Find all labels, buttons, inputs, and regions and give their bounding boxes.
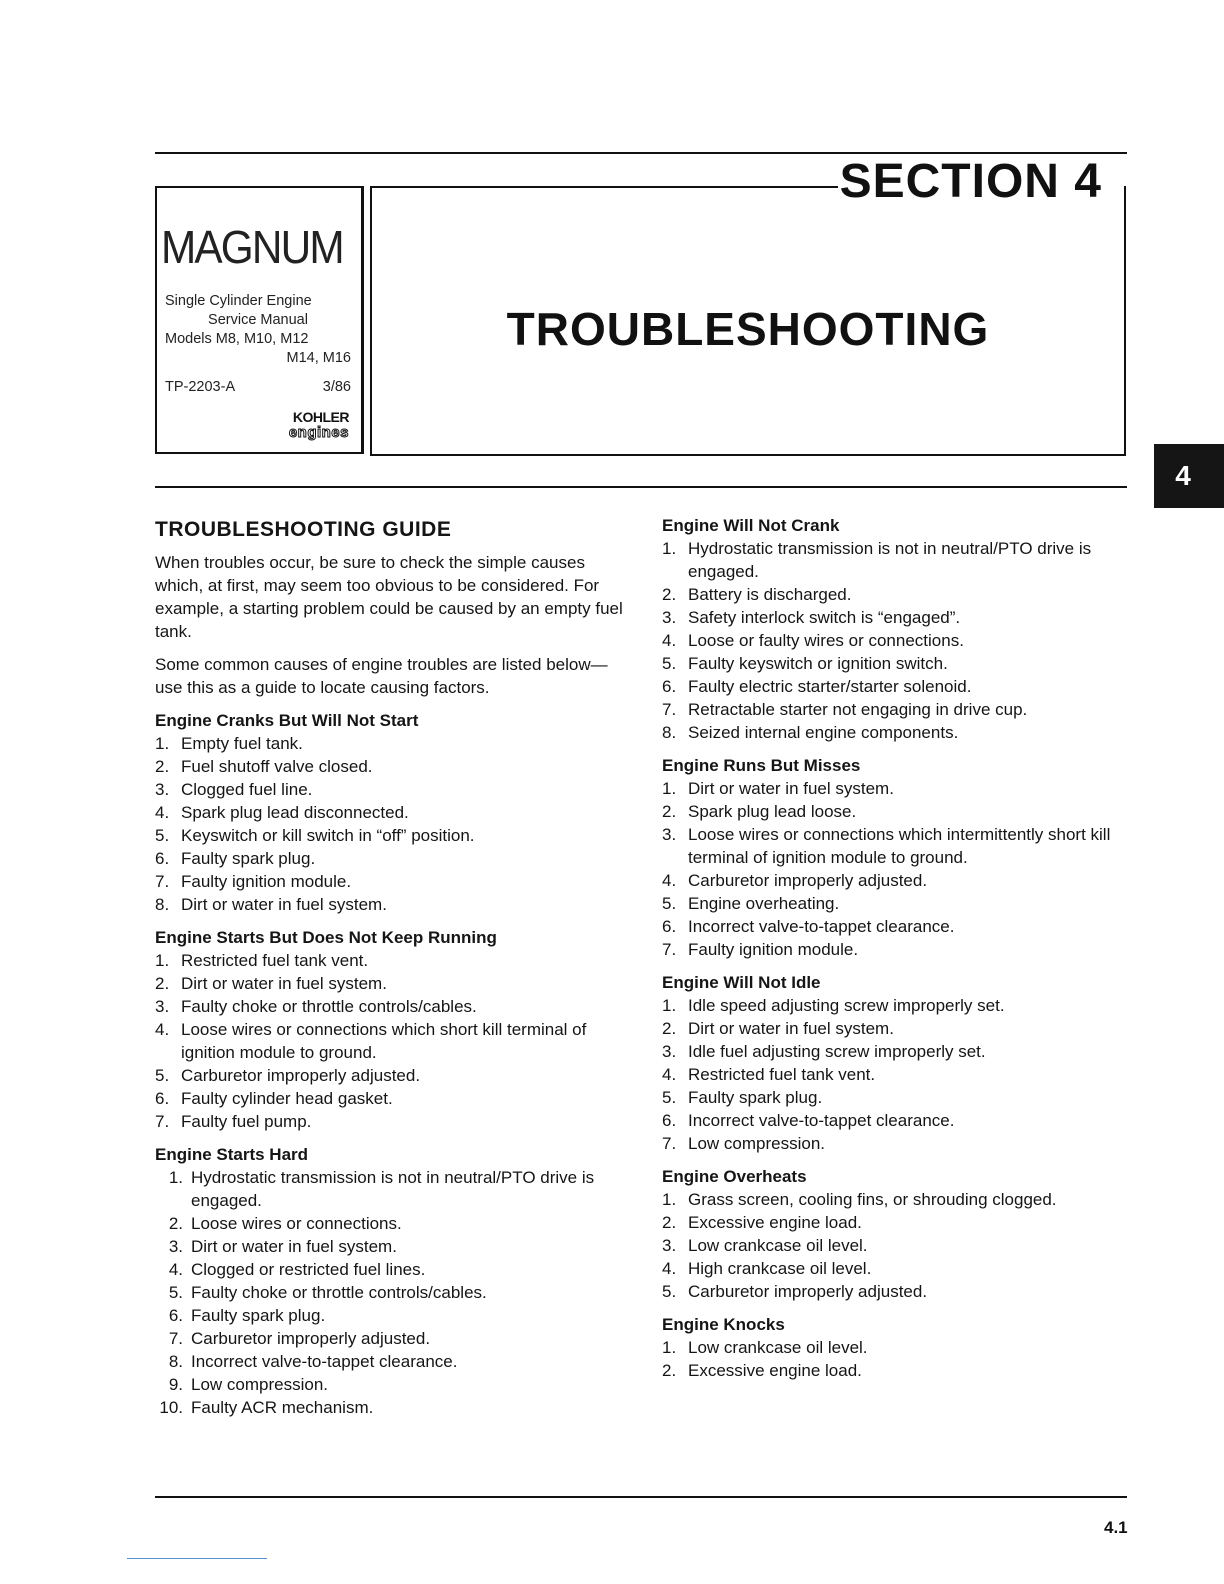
symptom-heading: Engine Will Not Idle bbox=[662, 973, 821, 992]
cause-number: 10. bbox=[159, 1398, 183, 1417]
cause-text: Excessive engine load. bbox=[688, 1361, 862, 1380]
cause-text: Low crankcase oil level. bbox=[688, 1338, 868, 1357]
cause-text: Loose wires or connections. bbox=[191, 1214, 402, 1233]
symptom-heading: Engine Will Not Crank bbox=[662, 516, 840, 535]
cause-text: Low compression. bbox=[191, 1375, 329, 1394]
cause-number: 3. bbox=[662, 1042, 677, 1061]
left-symptom-sections bbox=[155, 709, 625, 1419]
cause-list-item bbox=[155, 893, 625, 916]
cause-list-item bbox=[662, 652, 1132, 675]
cause-number-cell bbox=[155, 1064, 181, 1087]
cause-number: 6. bbox=[662, 917, 677, 936]
manual-line-3: Models M8, M10, M12 bbox=[165, 331, 309, 347]
cause-number: 5. bbox=[662, 894, 677, 913]
cause-list-item bbox=[662, 721, 1132, 744]
cause-number-cell bbox=[155, 1281, 191, 1304]
cause-number-cell bbox=[662, 675, 688, 698]
cause-list-item bbox=[155, 1212, 625, 1235]
cause-list-item bbox=[155, 1110, 625, 1133]
cause-number: 3. bbox=[155, 780, 170, 799]
cause-number: 3. bbox=[662, 608, 677, 627]
cause-text: Faulty cylinder head gasket. bbox=[181, 1089, 393, 1108]
section-tab-number: 4 bbox=[1175, 460, 1191, 491]
cause-number: 1. bbox=[168, 1168, 183, 1187]
cause-number: 1. bbox=[155, 951, 170, 970]
cause-text: Faulty ignition module. bbox=[688, 940, 859, 959]
cause-list-item bbox=[155, 972, 625, 995]
cause-text: Engine overheating. bbox=[688, 894, 840, 913]
cause-text: Loose or faulty wires or connections. bbox=[688, 631, 964, 650]
cause-number-cell bbox=[662, 1211, 688, 1234]
section-label: SECTION 4 bbox=[839, 155, 1102, 208]
cause-number-cell bbox=[155, 1327, 191, 1350]
cause-text: Excessive engine load. bbox=[688, 1213, 862, 1232]
cause-number: 1. bbox=[662, 539, 677, 558]
top-rule bbox=[155, 152, 1127, 154]
cause-text: Dirt or water in fuel system. bbox=[191, 1237, 397, 1256]
guide-heading: TROUBLESHOOTING GUIDE bbox=[155, 518, 452, 541]
cause-text: Hydrostatic transmission is not in neutral/PTO drive is engaged. bbox=[191, 1168, 595, 1210]
cause-text: Clogged fuel line. bbox=[181, 780, 313, 799]
symptom-heading: Engine Starts But Does Not Keep Running bbox=[155, 928, 497, 947]
manual-line-4: M14, M16 bbox=[286, 350, 351, 366]
page-title: TROUBLESHOOTING bbox=[506, 303, 990, 355]
cause-number: 5. bbox=[662, 1088, 677, 1107]
cause-text: Faulty spark plug. bbox=[181, 849, 316, 868]
cause-number-cell bbox=[662, 1188, 688, 1211]
symptom-heading: Engine Starts Hard bbox=[155, 1145, 309, 1164]
cause-number: 6. bbox=[662, 1111, 677, 1130]
cause-number-cell bbox=[662, 892, 688, 915]
cause-number-cell bbox=[155, 824, 181, 847]
symptom-heading: Engine Knocks bbox=[662, 1315, 785, 1334]
cause-number-cell bbox=[662, 1040, 688, 1063]
cause-text: High crankcase oil level. bbox=[688, 1259, 872, 1278]
cause-number: 3. bbox=[168, 1237, 183, 1256]
right-column bbox=[662, 514, 1132, 1382]
cause-number-cell bbox=[662, 1017, 688, 1040]
cause-number-cell bbox=[155, 1235, 191, 1258]
cause-number: 2. bbox=[662, 1213, 677, 1232]
section-tab-marker bbox=[1154, 444, 1224, 508]
cause-list-item bbox=[662, 777, 1132, 800]
manual-line-2: Service Manual bbox=[208, 312, 308, 328]
cause-list-item bbox=[155, 732, 625, 755]
cause-number-cell bbox=[662, 1359, 688, 1382]
cause-number: 7. bbox=[155, 872, 170, 891]
cause-list-item bbox=[662, 938, 1132, 961]
cause-number: 4. bbox=[155, 803, 170, 822]
cause-list-item bbox=[662, 1086, 1132, 1109]
cause-list-item bbox=[155, 870, 625, 893]
cause-list-item bbox=[662, 537, 1132, 583]
cause-number-cell bbox=[155, 972, 181, 995]
cause-text: Idle speed adjusting screw improperly set. bbox=[688, 996, 1005, 1015]
cause-list-item bbox=[662, 675, 1132, 698]
cause-number-cell bbox=[155, 801, 181, 824]
symptom-heading: Engine Cranks But Will Not Start bbox=[155, 711, 419, 730]
cause-list-item bbox=[662, 1211, 1132, 1234]
cause-list-item bbox=[662, 1063, 1132, 1086]
cause-number: 6. bbox=[155, 849, 170, 868]
cause-number: 1. bbox=[662, 1338, 677, 1357]
cause-number: 1. bbox=[155, 734, 170, 753]
cause-number: 5. bbox=[662, 1282, 677, 1301]
cause-number-cell bbox=[155, 1304, 191, 1327]
cause-list-item bbox=[155, 1235, 625, 1258]
cause-list-item bbox=[155, 1281, 625, 1304]
cause-text: Dirt or water in fuel system. bbox=[181, 895, 387, 914]
cause-list-item bbox=[662, 1234, 1132, 1257]
cause-number: 2. bbox=[168, 1214, 183, 1233]
cause-number: 2. bbox=[155, 974, 170, 993]
cause-number-cell bbox=[662, 823, 688, 869]
kohler-logo-bottom: engines bbox=[288, 424, 349, 441]
cause-number: 1. bbox=[662, 779, 677, 798]
cause-number-cell bbox=[155, 732, 181, 755]
cause-number-cell bbox=[662, 800, 688, 823]
title-box-top-line bbox=[372, 186, 838, 188]
cause-text: Faulty electric starter/starter solenoid. bbox=[688, 677, 972, 696]
cause-list-item bbox=[662, 583, 1132, 606]
cause-number-cell bbox=[155, 1258, 191, 1281]
cause-text: Incorrect valve-to-tappet clearance. bbox=[191, 1352, 458, 1371]
brand-name: MAGNUM bbox=[161, 221, 343, 273]
cause-number-cell bbox=[662, 915, 688, 938]
cause-list-item bbox=[155, 1064, 625, 1087]
cause-list-item bbox=[155, 1258, 625, 1281]
cause-text: Dirt or water in fuel system. bbox=[181, 974, 387, 993]
cause-number-cell bbox=[662, 1280, 688, 1303]
cause-number-cell bbox=[155, 1166, 191, 1212]
cause-number-cell bbox=[662, 1086, 688, 1109]
cause-list-item bbox=[155, 1327, 625, 1350]
cause-list-item bbox=[662, 606, 1132, 629]
cause-list-item bbox=[662, 1188, 1132, 1211]
cause-list-item bbox=[155, 755, 625, 778]
cause-text: Safety interlock switch is “engaged”. bbox=[688, 608, 961, 627]
cause-text: Low crankcase oil level. bbox=[688, 1236, 868, 1255]
cause-number: 8. bbox=[662, 723, 677, 742]
cause-number: 3. bbox=[662, 1236, 677, 1255]
cause-list-item bbox=[662, 892, 1132, 915]
cause-number-cell bbox=[155, 1373, 191, 1396]
cause-text: Faulty fuel pump. bbox=[181, 1112, 312, 1131]
cause-number-cell bbox=[155, 1350, 191, 1373]
cause-text: Faulty ACR mechanism. bbox=[191, 1398, 374, 1417]
cause-text: Clogged or restricted fuel lines. bbox=[191, 1260, 426, 1279]
cause-list-item bbox=[662, 994, 1132, 1017]
cause-number-cell bbox=[662, 869, 688, 892]
cause-number-cell bbox=[155, 1212, 191, 1235]
cause-number-cell bbox=[155, 1396, 191, 1419]
cause-list-item bbox=[662, 1336, 1132, 1359]
cause-text: Seized internal engine components. bbox=[688, 723, 959, 742]
cause-list-item bbox=[155, 1396, 625, 1419]
doc-number: TP-2203-A bbox=[165, 379, 236, 395]
cause-list-item bbox=[662, 915, 1132, 938]
cause-number-cell bbox=[662, 938, 688, 961]
cause-text: Restricted fuel tank vent. bbox=[688, 1065, 876, 1084]
cause-number-cell bbox=[662, 1109, 688, 1132]
cause-number: 4. bbox=[662, 1065, 677, 1084]
cause-number: 7. bbox=[662, 1134, 677, 1153]
cause-text: Carburetor improperly adjusted. bbox=[191, 1329, 431, 1348]
cause-number-cell bbox=[155, 995, 181, 1018]
cause-list-item bbox=[155, 847, 625, 870]
cause-number: 7. bbox=[662, 700, 677, 719]
cause-number-cell bbox=[662, 652, 688, 675]
cause-number: 4. bbox=[662, 871, 677, 890]
cause-list-item bbox=[155, 1166, 625, 1212]
cause-text: Carburetor improperly adjusted. bbox=[688, 871, 928, 890]
cause-list-item bbox=[155, 778, 625, 801]
intro-paragraph-2: Some common causes of engine troubles are listed below—use this as a guide to locate causing factors. bbox=[155, 655, 608, 697]
cause-number: 7. bbox=[168, 1329, 183, 1348]
cause-text: Faulty ignition module. bbox=[181, 872, 352, 891]
cause-text: Low compression. bbox=[688, 1134, 826, 1153]
cause-number: 8. bbox=[155, 895, 170, 914]
cause-number: 6. bbox=[168, 1306, 183, 1325]
cause-number: 6. bbox=[662, 677, 677, 696]
cause-number-cell bbox=[662, 1234, 688, 1257]
cause-list-item bbox=[155, 1087, 625, 1110]
manual-description bbox=[165, 292, 351, 397]
bottom-rule bbox=[155, 1496, 1127, 1498]
cause-number: 2. bbox=[662, 585, 677, 604]
cause-list-item bbox=[662, 869, 1132, 892]
left-column bbox=[155, 514, 625, 1419]
cause-text: Empty fuel tank. bbox=[181, 734, 303, 753]
cause-text: Grass screen, cooling fins, or shrouding clogged. bbox=[688, 1190, 1057, 1209]
cause-number: 4. bbox=[155, 1020, 170, 1039]
cause-list-item bbox=[662, 1040, 1132, 1063]
page-number: 4.1 bbox=[1104, 1518, 1128, 1537]
cause-number: 9. bbox=[168, 1375, 183, 1394]
cause-number: 5. bbox=[662, 654, 677, 673]
cause-list-item bbox=[155, 801, 625, 824]
doc-date: 3/86 bbox=[322, 379, 351, 395]
cause-number-cell bbox=[662, 1336, 688, 1359]
cause-number-cell bbox=[155, 949, 181, 972]
cause-text: Spark plug lead loose. bbox=[688, 802, 857, 821]
cause-number: 2. bbox=[155, 757, 170, 776]
cause-number: 2. bbox=[662, 802, 677, 821]
cause-text: Faulty keyswitch or ignition switch. bbox=[688, 654, 948, 673]
cause-list-item bbox=[155, 824, 625, 847]
cause-number-cell bbox=[662, 698, 688, 721]
manual-line-1: Single Cylinder Engine bbox=[165, 293, 312, 309]
cause-text: Keyswitch or kill switch in “off” position. bbox=[181, 826, 475, 845]
cause-number-cell bbox=[662, 777, 688, 800]
cause-list-item bbox=[662, 1359, 1132, 1382]
cause-number-cell bbox=[662, 606, 688, 629]
cause-number: 3. bbox=[155, 997, 170, 1016]
cause-text: Hydrostatic transmission is not in neutral/PTO drive is engaged. bbox=[688, 539, 1092, 581]
right-symptom-sections bbox=[662, 514, 1132, 1382]
cause-list-item bbox=[662, 800, 1132, 823]
symptom-heading: Engine Overheats bbox=[662, 1167, 807, 1186]
cause-list-item bbox=[662, 1280, 1132, 1303]
cause-text: Dirt or water in fuel system. bbox=[688, 1019, 894, 1038]
cause-list-item bbox=[662, 629, 1132, 652]
cause-text: Carburetor improperly adjusted. bbox=[181, 1066, 421, 1085]
cause-text: Battery is discharged. bbox=[688, 585, 852, 604]
scan-artifact-line bbox=[127, 1558, 267, 1559]
cause-number: 8. bbox=[168, 1352, 183, 1371]
cause-list-item bbox=[155, 1018, 625, 1064]
cause-number: 6. bbox=[155, 1089, 170, 1108]
cause-text: Loose wires or connections which intermittently short kill terminal of ignition module to ground. bbox=[688, 825, 1111, 867]
cause-number-cell bbox=[662, 537, 688, 583]
cause-number-cell bbox=[662, 721, 688, 744]
cause-number: 4. bbox=[662, 631, 677, 650]
intro-paragraph-1: When troubles occur, be sure to check the simple causes which, at first, may seem too obvious to be considered. For example, a starting problem could be caused by an empty fuel tank. bbox=[155, 553, 623, 641]
cause-number: 5. bbox=[155, 1066, 170, 1085]
cause-number-cell bbox=[662, 583, 688, 606]
cause-list-item bbox=[155, 1350, 625, 1373]
cause-number-cell bbox=[155, 1110, 181, 1133]
symptom-heading: Engine Runs But Misses bbox=[662, 756, 861, 775]
cause-number-cell bbox=[662, 994, 688, 1017]
cause-number: 4. bbox=[168, 1260, 183, 1279]
cause-number: 2. bbox=[662, 1019, 677, 1038]
cause-list-item bbox=[155, 1304, 625, 1327]
cause-text: Loose wires or connections which short kill terminal of ignition module to ground. bbox=[181, 1020, 587, 1062]
middle-rule bbox=[155, 486, 1127, 488]
cause-number-cell bbox=[155, 755, 181, 778]
manual-info-box bbox=[155, 186, 364, 454]
cause-text: Carburetor improperly adjusted. bbox=[688, 1282, 928, 1301]
cause-list-item bbox=[155, 1373, 625, 1396]
cause-list-item bbox=[662, 698, 1132, 721]
cause-text: Faulty spark plug. bbox=[688, 1088, 823, 1107]
cause-text: Faulty choke or throttle controls/cables. bbox=[181, 997, 477, 1016]
cause-number: 2. bbox=[662, 1361, 677, 1380]
cause-list-item bbox=[662, 1257, 1132, 1280]
cause-number: 5. bbox=[155, 826, 170, 845]
cause-number-cell bbox=[662, 629, 688, 652]
cause-list-item bbox=[155, 995, 625, 1018]
cause-text: Retractable starter not engaging in drive cup. bbox=[688, 700, 1028, 719]
cause-list-item bbox=[662, 1132, 1132, 1155]
cause-text: Spark plug lead disconnected. bbox=[181, 803, 409, 822]
cause-text: Incorrect valve-to-tappet clearance. bbox=[688, 1111, 955, 1130]
cause-text: Restricted fuel tank vent. bbox=[181, 951, 369, 970]
cause-text: Faulty choke or throttle controls/cables. bbox=[191, 1283, 487, 1302]
cause-number: 7. bbox=[662, 940, 677, 959]
cause-list-item bbox=[155, 949, 625, 972]
cause-number-cell bbox=[155, 870, 181, 893]
cause-number-cell bbox=[155, 778, 181, 801]
cause-text: Dirt or water in fuel system. bbox=[688, 779, 894, 798]
kohler-logo bbox=[289, 410, 349, 440]
cause-number: 7. bbox=[155, 1112, 170, 1131]
cause-number: 1. bbox=[662, 996, 677, 1015]
cause-number: 5. bbox=[168, 1283, 183, 1302]
cause-number-cell bbox=[155, 893, 181, 916]
cause-number-cell bbox=[155, 1087, 181, 1110]
kohler-logo-top: KOHLER bbox=[292, 409, 349, 425]
cause-list-item bbox=[662, 823, 1132, 869]
cause-list-item bbox=[662, 1109, 1132, 1132]
cause-text: Fuel shutoff valve closed. bbox=[181, 757, 373, 776]
cause-number: 4. bbox=[662, 1259, 677, 1278]
cause-number: 1. bbox=[662, 1190, 677, 1209]
cause-text: Faulty spark plug. bbox=[191, 1306, 326, 1325]
cause-number-cell bbox=[662, 1063, 688, 1086]
doc-meta-row bbox=[165, 378, 351, 397]
cause-number: 3. bbox=[662, 825, 677, 844]
cause-text: Incorrect valve-to-tappet clearance. bbox=[688, 917, 955, 936]
cause-text: Idle fuel adjusting screw improperly set. bbox=[688, 1042, 986, 1061]
cause-list-item bbox=[662, 1017, 1132, 1040]
cause-number-cell bbox=[662, 1132, 688, 1155]
cause-number-cell bbox=[155, 1018, 181, 1064]
cause-number-cell bbox=[155, 847, 181, 870]
cause-number-cell bbox=[662, 1257, 688, 1280]
